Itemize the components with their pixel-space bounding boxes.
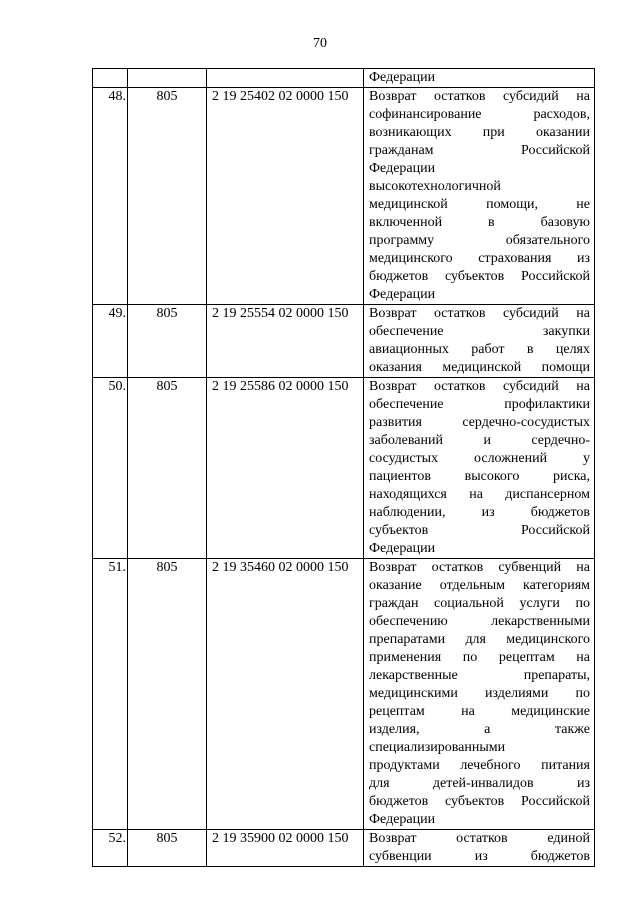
- admin-code: 805: [128, 830, 207, 867]
- budget-code: 2 19 25402 02 0000 150: [207, 88, 364, 305]
- continuation-row: [93, 69, 595, 88]
- description-line: Возврат остатков субсидий на: [369, 379, 590, 394]
- description-line: сосудистых осложнений у: [369, 451, 590, 466]
- description-line: применения по рецептам на: [369, 650, 590, 665]
- description-line: субъектов Российской: [369, 523, 590, 538]
- description-line: Возврат остатков субвенций на: [369, 560, 590, 575]
- row-number: 52.: [93, 830, 128, 867]
- description-cell: [364, 69, 595, 88]
- description-cell: [364, 378, 595, 559]
- description-line: Федерации: [369, 161, 436, 176]
- description-line: наблюдении, из бюджетов: [369, 505, 590, 520]
- admin-code: 805: [128, 559, 207, 830]
- description-line: софинансирование расходов,: [369, 107, 590, 122]
- page-number: 70: [313, 36, 327, 51]
- description-line: обеспечение закупки: [369, 324, 590, 339]
- description-line: субвенции из бюджетов: [369, 849, 590, 864]
- description-line: продуктами лечебного питания: [369, 758, 590, 773]
- description-line: гражданам Российской: [369, 143, 590, 158]
- budget-code: 2 19 25586 02 0000 150: [207, 378, 364, 559]
- description-line: Федерации: [369, 287, 436, 302]
- description-line: специализированными: [369, 740, 506, 755]
- description-line: включенной в базовую: [369, 215, 590, 230]
- description-cell: [364, 559, 595, 830]
- row-number: 50.: [93, 378, 128, 559]
- description-line: лекарственные препараты,: [369, 668, 590, 683]
- description-line: Федерации: [369, 812, 436, 827]
- admin-code: 805: [128, 305, 207, 378]
- description-line: обеспечению лекарственными: [369, 614, 590, 629]
- description-line: медицинского страхования из: [369, 251, 590, 266]
- description-line: для детей-инвалидов из: [369, 776, 590, 791]
- description-line: заболеваний и сердечно-: [369, 433, 590, 448]
- num-cell: [93, 69, 128, 88]
- description-line: медицинскими изделиями по: [369, 686, 590, 701]
- description-line: Федерации: [369, 70, 436, 85]
- description-line: бюджетов субъектов Российской: [369, 269, 590, 284]
- description-line: Возврат остатков субсидий на: [369, 89, 590, 104]
- budget-codes-table: [92, 68, 595, 867]
- description-cell: [364, 305, 595, 378]
- table-row: [93, 830, 595, 867]
- budget-code-cell: [207, 69, 364, 88]
- description-cell: [364, 830, 595, 867]
- description-line: оказания медицинской помощи: [369, 360, 590, 375]
- description-line: Возврат остатков единой: [369, 831, 590, 846]
- description-line: программу обязательного: [369, 233, 590, 248]
- description-cell: [364, 88, 595, 305]
- description-line: Федерации: [369, 541, 436, 556]
- admin-code: 805: [128, 378, 207, 559]
- table-row: [93, 559, 595, 830]
- description-line: Возврат остатков субсидий на: [369, 306, 590, 321]
- description-line: возникающих при оказании: [369, 125, 590, 140]
- budget-code: 2 19 35900 02 0000 150: [207, 830, 364, 867]
- row-number: 48.: [93, 88, 128, 305]
- description-line: изделия, а также: [369, 722, 590, 737]
- table-row: [93, 88, 595, 305]
- description-line: обеспечение профилактики: [369, 397, 590, 412]
- description-line: граждан социальной услуги по: [369, 596, 590, 611]
- description-line: рецептам на медицинские: [369, 704, 590, 719]
- description-line: медицинской помощи, не: [369, 197, 590, 212]
- row-number: 49.: [93, 305, 128, 378]
- description-line: оказание отдельным категориям: [369, 578, 590, 593]
- description-line: развития сердечно-сосудистых: [369, 415, 590, 430]
- description-line: препаратами для медицинского: [369, 632, 590, 647]
- row-number: 51.: [93, 559, 128, 830]
- table-row: [93, 305, 595, 378]
- description-line: пациентов высокого риска,: [369, 469, 590, 484]
- budget-code: 2 19 35460 02 0000 150: [207, 559, 364, 830]
- admin-code-cell: [128, 69, 207, 88]
- description-line: находящихся на диспансерном: [369, 487, 590, 502]
- budget-code: 2 19 25554 02 0000 150: [207, 305, 364, 378]
- admin-code: 805: [128, 88, 207, 305]
- description-line: высокотехнологичной: [369, 179, 501, 194]
- description-line: бюджетов субъектов Российской: [369, 794, 590, 809]
- description-line: авиационных работ в целях: [369, 342, 590, 357]
- table-row: [93, 378, 595, 559]
